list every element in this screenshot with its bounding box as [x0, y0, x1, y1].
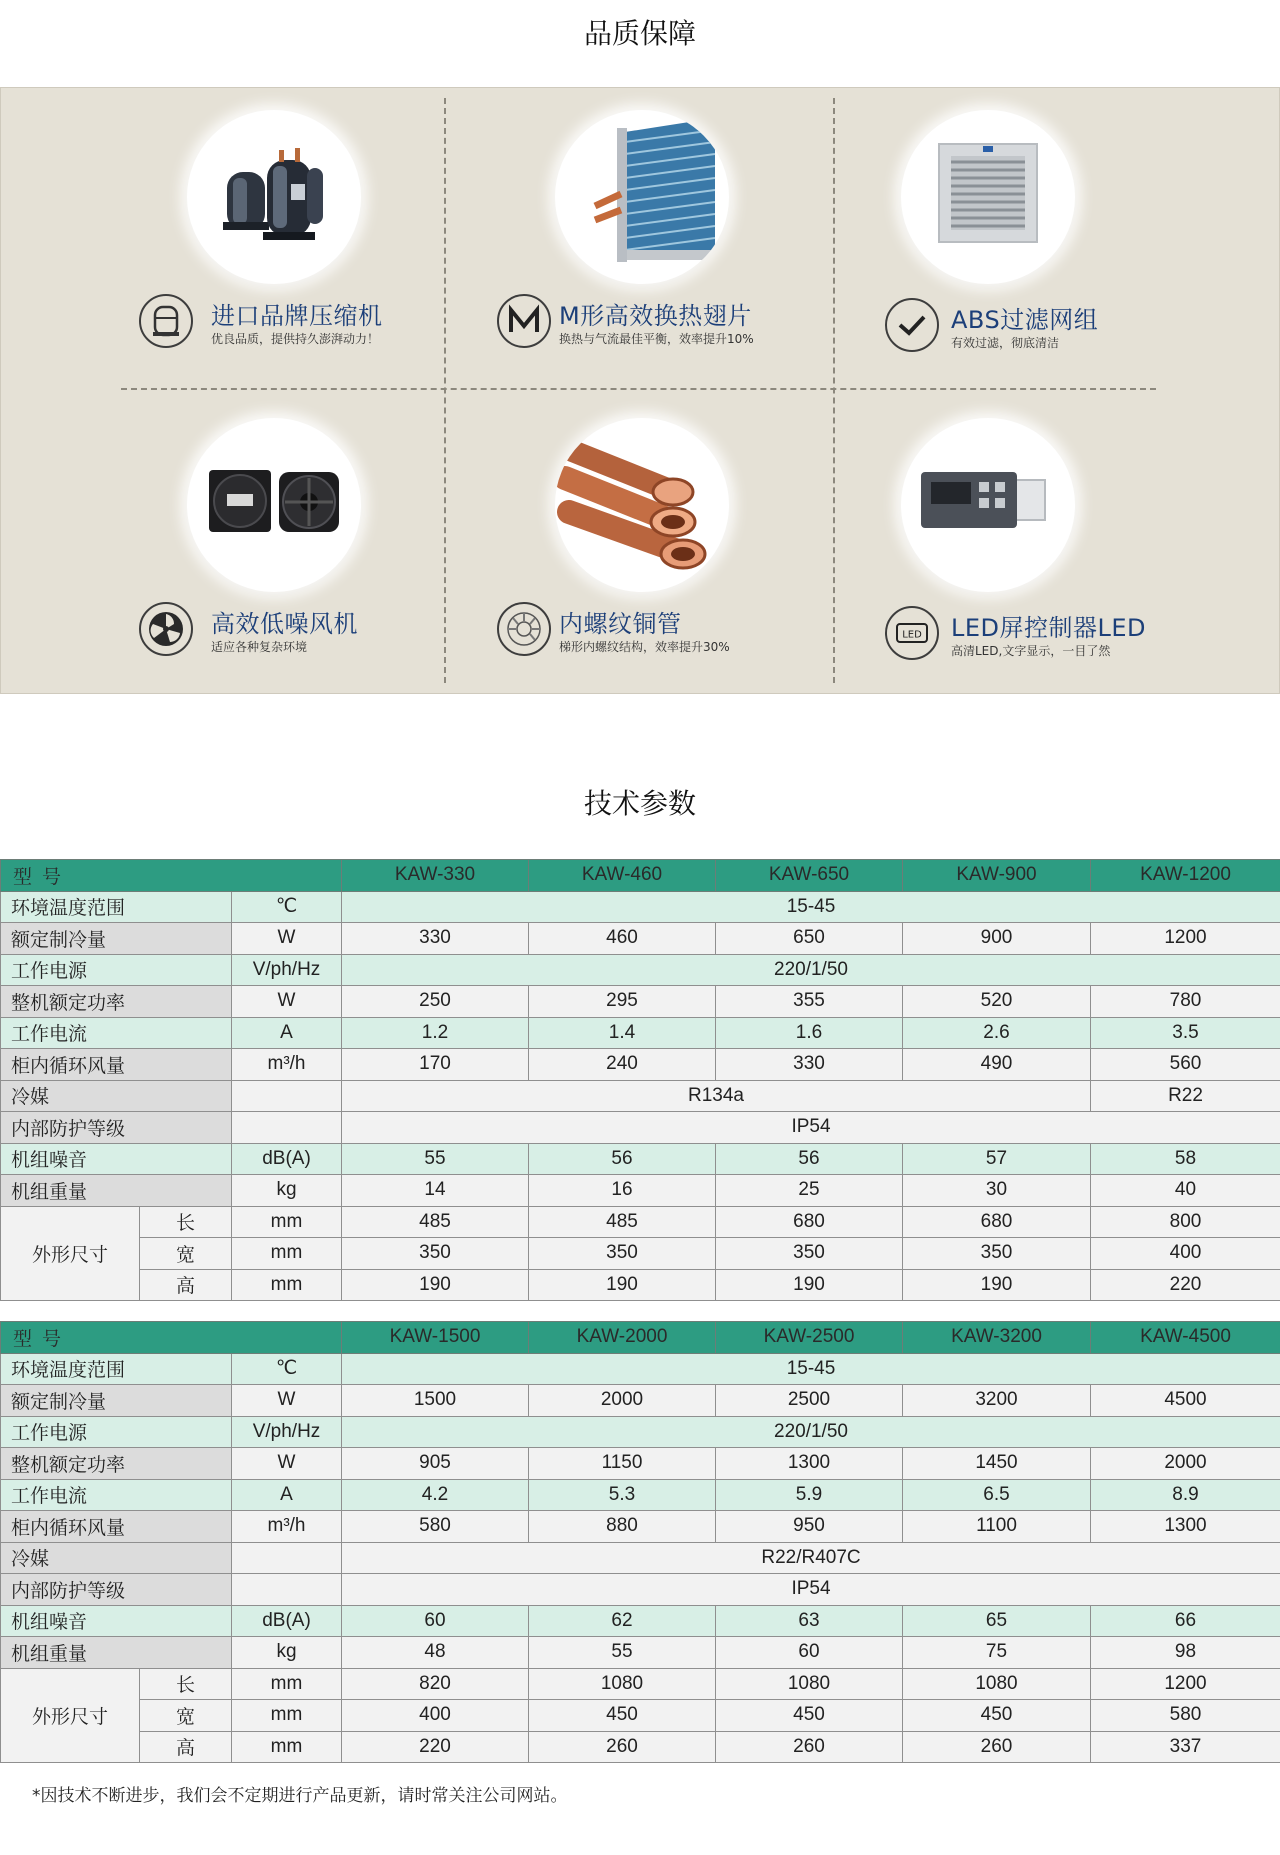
row-unit: kg	[232, 1175, 342, 1207]
model-name: KAW-2500	[716, 1322, 903, 1354]
row-value: 15-45	[342, 891, 1280, 923]
row-unit	[232, 1112, 342, 1144]
row-unit: W	[232, 923, 342, 955]
table-row	[1, 1479, 1280, 1511]
feature-desc: 有效过滤，彻底清洁	[951, 336, 1060, 350]
row-value: 260	[716, 1731, 903, 1763]
row-value: 66	[1091, 1605, 1280, 1637]
row-unit	[232, 1574, 342, 1606]
table-row	[1, 1542, 1280, 1574]
feature-title: M形高效换热翅片	[559, 302, 752, 330]
table-row	[1, 1049, 1280, 1081]
row-value: 680	[716, 1206, 903, 1238]
row-value: 6.5	[903, 1479, 1091, 1511]
row-value: 680	[903, 1206, 1091, 1238]
table-row	[1, 1143, 1280, 1175]
row-value: 1080	[903, 1668, 1091, 1700]
row-label: 机组噪音	[1, 1143, 232, 1175]
table-row	[1, 1017, 1280, 1049]
table-row	[1, 1238, 1280, 1270]
row-label: 整机额定功率	[1, 1448, 232, 1480]
spec-table	[0, 859, 1280, 1301]
row-unit: mm	[232, 1700, 342, 1732]
row-value: 190	[529, 1269, 716, 1301]
row-value: 220/1/50	[342, 954, 1280, 986]
row-unit: mm	[232, 1206, 342, 1238]
row-unit: ℃	[232, 891, 342, 923]
row-value: 1.4	[529, 1017, 716, 1049]
row-value: 1080	[529, 1668, 716, 1700]
row-value: 485	[342, 1206, 529, 1238]
row-unit: V/ph/Hz	[232, 954, 342, 986]
table-row	[1, 1700, 1280, 1732]
dimension-sub-label: 宽	[140, 1700, 232, 1732]
row-value: 460	[529, 923, 716, 955]
row-value: 2000	[1091, 1448, 1280, 1480]
row-value: 330	[342, 923, 529, 955]
table-row	[1, 1175, 1280, 1207]
table-row	[1, 1605, 1280, 1637]
row-value: 5.9	[716, 1479, 903, 1511]
led-icon	[885, 606, 939, 660]
row-value: 55	[529, 1637, 716, 1669]
table-row	[1, 1269, 1280, 1301]
table-row	[1, 1206, 1280, 1238]
table-row	[1, 1511, 1280, 1543]
row-label: 额定制冷量	[1, 923, 232, 955]
row-value: 1500	[342, 1385, 529, 1417]
row-value: 1080	[716, 1668, 903, 1700]
row-value: 1300	[716, 1448, 903, 1480]
row-value: 580	[342, 1511, 529, 1543]
row-value: 57	[903, 1143, 1091, 1175]
row-value: 485	[529, 1206, 716, 1238]
row-value: 260	[529, 1731, 716, 1763]
row-value: 190	[903, 1269, 1091, 1301]
row-label: 机组重量	[1, 1637, 232, 1669]
m-fin-icon	[497, 294, 551, 348]
row-value: 950	[716, 1511, 903, 1543]
row-unit: A	[232, 1479, 342, 1511]
row-value: 2.6	[903, 1017, 1091, 1049]
row-value: 63	[716, 1605, 903, 1637]
row-value: 60	[342, 1605, 529, 1637]
row-value: R22	[1091, 1080, 1280, 1112]
compressor-icon	[139, 294, 193, 348]
row-value: 1300	[1091, 1511, 1280, 1543]
row-value: 1150	[529, 1448, 716, 1480]
copper-tube-image	[555, 418, 729, 592]
feature-desc: 优良品质，提供持久澎湃动力！	[211, 332, 380, 346]
table-row	[1, 1668, 1280, 1700]
model-name: KAW-3200	[903, 1322, 1091, 1354]
row-value: 330	[716, 1049, 903, 1081]
row-value: 98	[1091, 1637, 1280, 1669]
table-row	[1, 1574, 1280, 1606]
row-label: 工作电流	[1, 1479, 232, 1511]
row-unit: m³/h	[232, 1049, 342, 1081]
row-value: 2000	[529, 1385, 716, 1417]
table-row	[1, 891, 1280, 923]
row-value: 3200	[903, 1385, 1091, 1417]
row-value: IP54	[342, 1112, 1280, 1144]
row-value: 8.9	[1091, 1479, 1280, 1511]
row-value: 16	[529, 1175, 716, 1207]
row-unit	[232, 1542, 342, 1574]
row-label: 冷媒	[1, 1542, 232, 1574]
dimension-sub-label: 长	[140, 1206, 232, 1238]
row-label: 整机额定功率	[1, 986, 232, 1018]
row-value: 450	[716, 1700, 903, 1732]
row-value: 350	[716, 1238, 903, 1270]
row-value: 780	[1091, 986, 1280, 1018]
feature-copper-tube	[497, 418, 857, 688]
row-label: 额定制冷量	[1, 1385, 232, 1417]
row-label: 机组噪音	[1, 1605, 232, 1637]
row-unit: V/ph/Hz	[232, 1416, 342, 1448]
row-value: 520	[903, 986, 1091, 1018]
table-row	[1, 1448, 1280, 1480]
row-value: 14	[342, 1175, 529, 1207]
row-value: 1450	[903, 1448, 1091, 1480]
row-value: 2500	[716, 1385, 903, 1417]
row-value: 880	[529, 1511, 716, 1543]
table-row	[1, 954, 1280, 986]
row-value: 4500	[1091, 1385, 1280, 1417]
row-value: 800	[1091, 1206, 1280, 1238]
fan-icon	[139, 602, 193, 656]
row-value: 490	[903, 1049, 1091, 1081]
footnote: *因技术不断进步，我们会不定期进行产品更新，请时常关注公司网站。	[32, 1786, 568, 1806]
row-label: 柜内循环风量	[1, 1049, 232, 1081]
model-name: KAW-1500	[342, 1322, 529, 1354]
row-value: 260	[903, 1731, 1091, 1763]
row-label: 工作电源	[1, 1416, 232, 1448]
row-value: 295	[529, 986, 716, 1018]
feature-m-fin	[497, 110, 857, 380]
table-row	[1, 1353, 1280, 1385]
model-name: KAW-4500	[1091, 1322, 1280, 1354]
dimension-sub-label: 宽	[140, 1238, 232, 1270]
row-value: 1.6	[716, 1017, 903, 1049]
row-value: 55	[342, 1143, 529, 1175]
model-header: 型号	[1, 860, 342, 892]
row-value: 5.3	[529, 1479, 716, 1511]
model-name: KAW-1200	[1091, 860, 1280, 892]
row-value: 48	[342, 1637, 529, 1669]
row-unit: mm	[232, 1238, 342, 1270]
quality-panel	[0, 87, 1280, 694]
check-icon	[885, 298, 939, 352]
model-name: KAW-460	[529, 860, 716, 892]
row-value: 56	[529, 1143, 716, 1175]
row-value: 3.5	[1091, 1017, 1280, 1049]
fan-image	[187, 418, 361, 592]
row-label: 机组重量	[1, 1175, 232, 1207]
row-label: 环境温度范围	[1, 1353, 232, 1385]
row-value: 25	[716, 1175, 903, 1207]
row-value: 1.2	[342, 1017, 529, 1049]
feature-compressor	[139, 110, 499, 380]
row-value: 62	[529, 1605, 716, 1637]
model-header: 型号	[1, 1322, 342, 1354]
row-value: 190	[342, 1269, 529, 1301]
row-unit: mm	[232, 1668, 342, 1700]
row-value: 190	[716, 1269, 903, 1301]
table-row	[1, 1731, 1280, 1763]
dimension-sub-label: 高	[140, 1731, 232, 1763]
row-value: 56	[716, 1143, 903, 1175]
row-unit: kg	[232, 1637, 342, 1669]
dimension-sub-label: 长	[140, 1668, 232, 1700]
row-value: 240	[529, 1049, 716, 1081]
dimension-sub-label: 高	[140, 1269, 232, 1301]
feature-desc: 高清LED,文字显示，一目了然	[951, 644, 1111, 658]
feature-abs-filter	[885, 110, 1245, 380]
feature-fan	[139, 418, 499, 688]
row-label: 内部防护等级	[1, 1574, 232, 1606]
table-row	[1, 923, 1280, 955]
feature-title: 内螺纹铜管	[559, 610, 682, 638]
row-value: 350	[529, 1238, 716, 1270]
row-value: 250	[342, 986, 529, 1018]
feature-title: ABS过滤网组	[951, 306, 1099, 334]
row-value: 650	[716, 923, 903, 955]
row-value: 560	[1091, 1049, 1280, 1081]
row-value: 40	[1091, 1175, 1280, 1207]
row-unit: dB(A)	[232, 1143, 342, 1175]
compressor-image	[187, 110, 361, 284]
row-label: 内部防护等级	[1, 1112, 232, 1144]
row-value: 905	[342, 1448, 529, 1480]
row-value: 30	[903, 1175, 1091, 1207]
feature-title: LED屏控制器LED	[951, 614, 1147, 642]
row-unit: mm	[232, 1269, 342, 1301]
row-value: 1100	[903, 1511, 1091, 1543]
table-row	[1, 986, 1280, 1018]
row-label: 工作电流	[1, 1017, 232, 1049]
row-value: 900	[903, 923, 1091, 955]
spiral-tube-icon	[497, 602, 551, 656]
row-value: 65	[903, 1605, 1091, 1637]
model-name: KAW-650	[716, 860, 903, 892]
spec-section-title: 技术参数	[583, 787, 696, 820]
row-unit: A	[232, 1017, 342, 1049]
row-label: 环境温度范围	[1, 891, 232, 923]
row-value: R134a	[342, 1080, 1091, 1112]
row-unit: W	[232, 1448, 342, 1480]
row-label: 冷媒	[1, 1080, 232, 1112]
row-label: 柜内循环风量	[1, 1511, 232, 1543]
row-value: 820	[342, 1668, 529, 1700]
row-unit: W	[232, 986, 342, 1018]
dimension-label: 外形尺寸	[1, 1206, 140, 1301]
model-name: KAW-900	[903, 860, 1091, 892]
table-row	[1, 1637, 1280, 1669]
horizontal-divider	[121, 388, 1156, 390]
fin-image	[555, 110, 729, 284]
feature-desc: 换热与气流最佳平衡，效率提升10%	[559, 332, 754, 346]
table-row	[1, 1112, 1280, 1144]
feature-title: 高效低噪风机	[211, 610, 358, 638]
row-value: 60	[716, 1637, 903, 1669]
table-row	[1, 1416, 1280, 1448]
feature-title: 进口品牌压缩机	[211, 302, 383, 330]
row-unit	[232, 1080, 342, 1112]
dimension-label: 外形尺寸	[1, 1668, 140, 1763]
row-value: 1200	[1091, 923, 1280, 955]
row-unit: W	[232, 1385, 342, 1417]
feature-desc: 梯形内螺纹结构，效率提升30%	[559, 640, 730, 654]
row-unit: dB(A)	[232, 1605, 342, 1637]
row-value: 1200	[1091, 1668, 1280, 1700]
row-value: IP54	[342, 1574, 1280, 1606]
row-value: 220/1/50	[342, 1416, 1280, 1448]
row-unit: ℃	[232, 1353, 342, 1385]
led-badge-text: LED	[902, 629, 922, 641]
table-header-row	[1, 1322, 1280, 1354]
row-value: 350	[342, 1238, 529, 1270]
row-unit: m³/h	[232, 1511, 342, 1543]
row-value: 75	[903, 1637, 1091, 1669]
row-value: 220	[1091, 1269, 1280, 1301]
table-header-row	[1, 860, 1280, 892]
table-row	[1, 1385, 1280, 1417]
row-unit: mm	[232, 1731, 342, 1763]
model-name: KAW-330	[342, 860, 529, 892]
row-value: 580	[1091, 1700, 1280, 1732]
row-value: 4.2	[342, 1479, 529, 1511]
feature-desc: 适应各种复杂环境	[211, 640, 308, 654]
row-label: 工作电源	[1, 954, 232, 986]
table-row	[1, 1080, 1280, 1112]
row-value: 450	[529, 1700, 716, 1732]
row-value: 15-45	[342, 1353, 1280, 1385]
row-value: 58	[1091, 1143, 1280, 1175]
row-value: 400	[1091, 1238, 1280, 1270]
row-value: 350	[903, 1238, 1091, 1270]
feature-led-controller	[885, 418, 1245, 688]
row-value: 170	[342, 1049, 529, 1081]
spec-table	[0, 1321, 1280, 1763]
row-value: 400	[342, 1700, 529, 1732]
controller-image	[901, 418, 1075, 592]
row-value: 337	[1091, 1731, 1280, 1763]
row-value: 450	[903, 1700, 1091, 1732]
filter-image	[901, 110, 1075, 284]
model-name: KAW-2000	[529, 1322, 716, 1354]
quality-section-title: 品质保障	[583, 17, 696, 50]
row-value: 220	[342, 1731, 529, 1763]
row-value: 355	[716, 986, 903, 1018]
row-value: R22/R407C	[342, 1542, 1280, 1574]
